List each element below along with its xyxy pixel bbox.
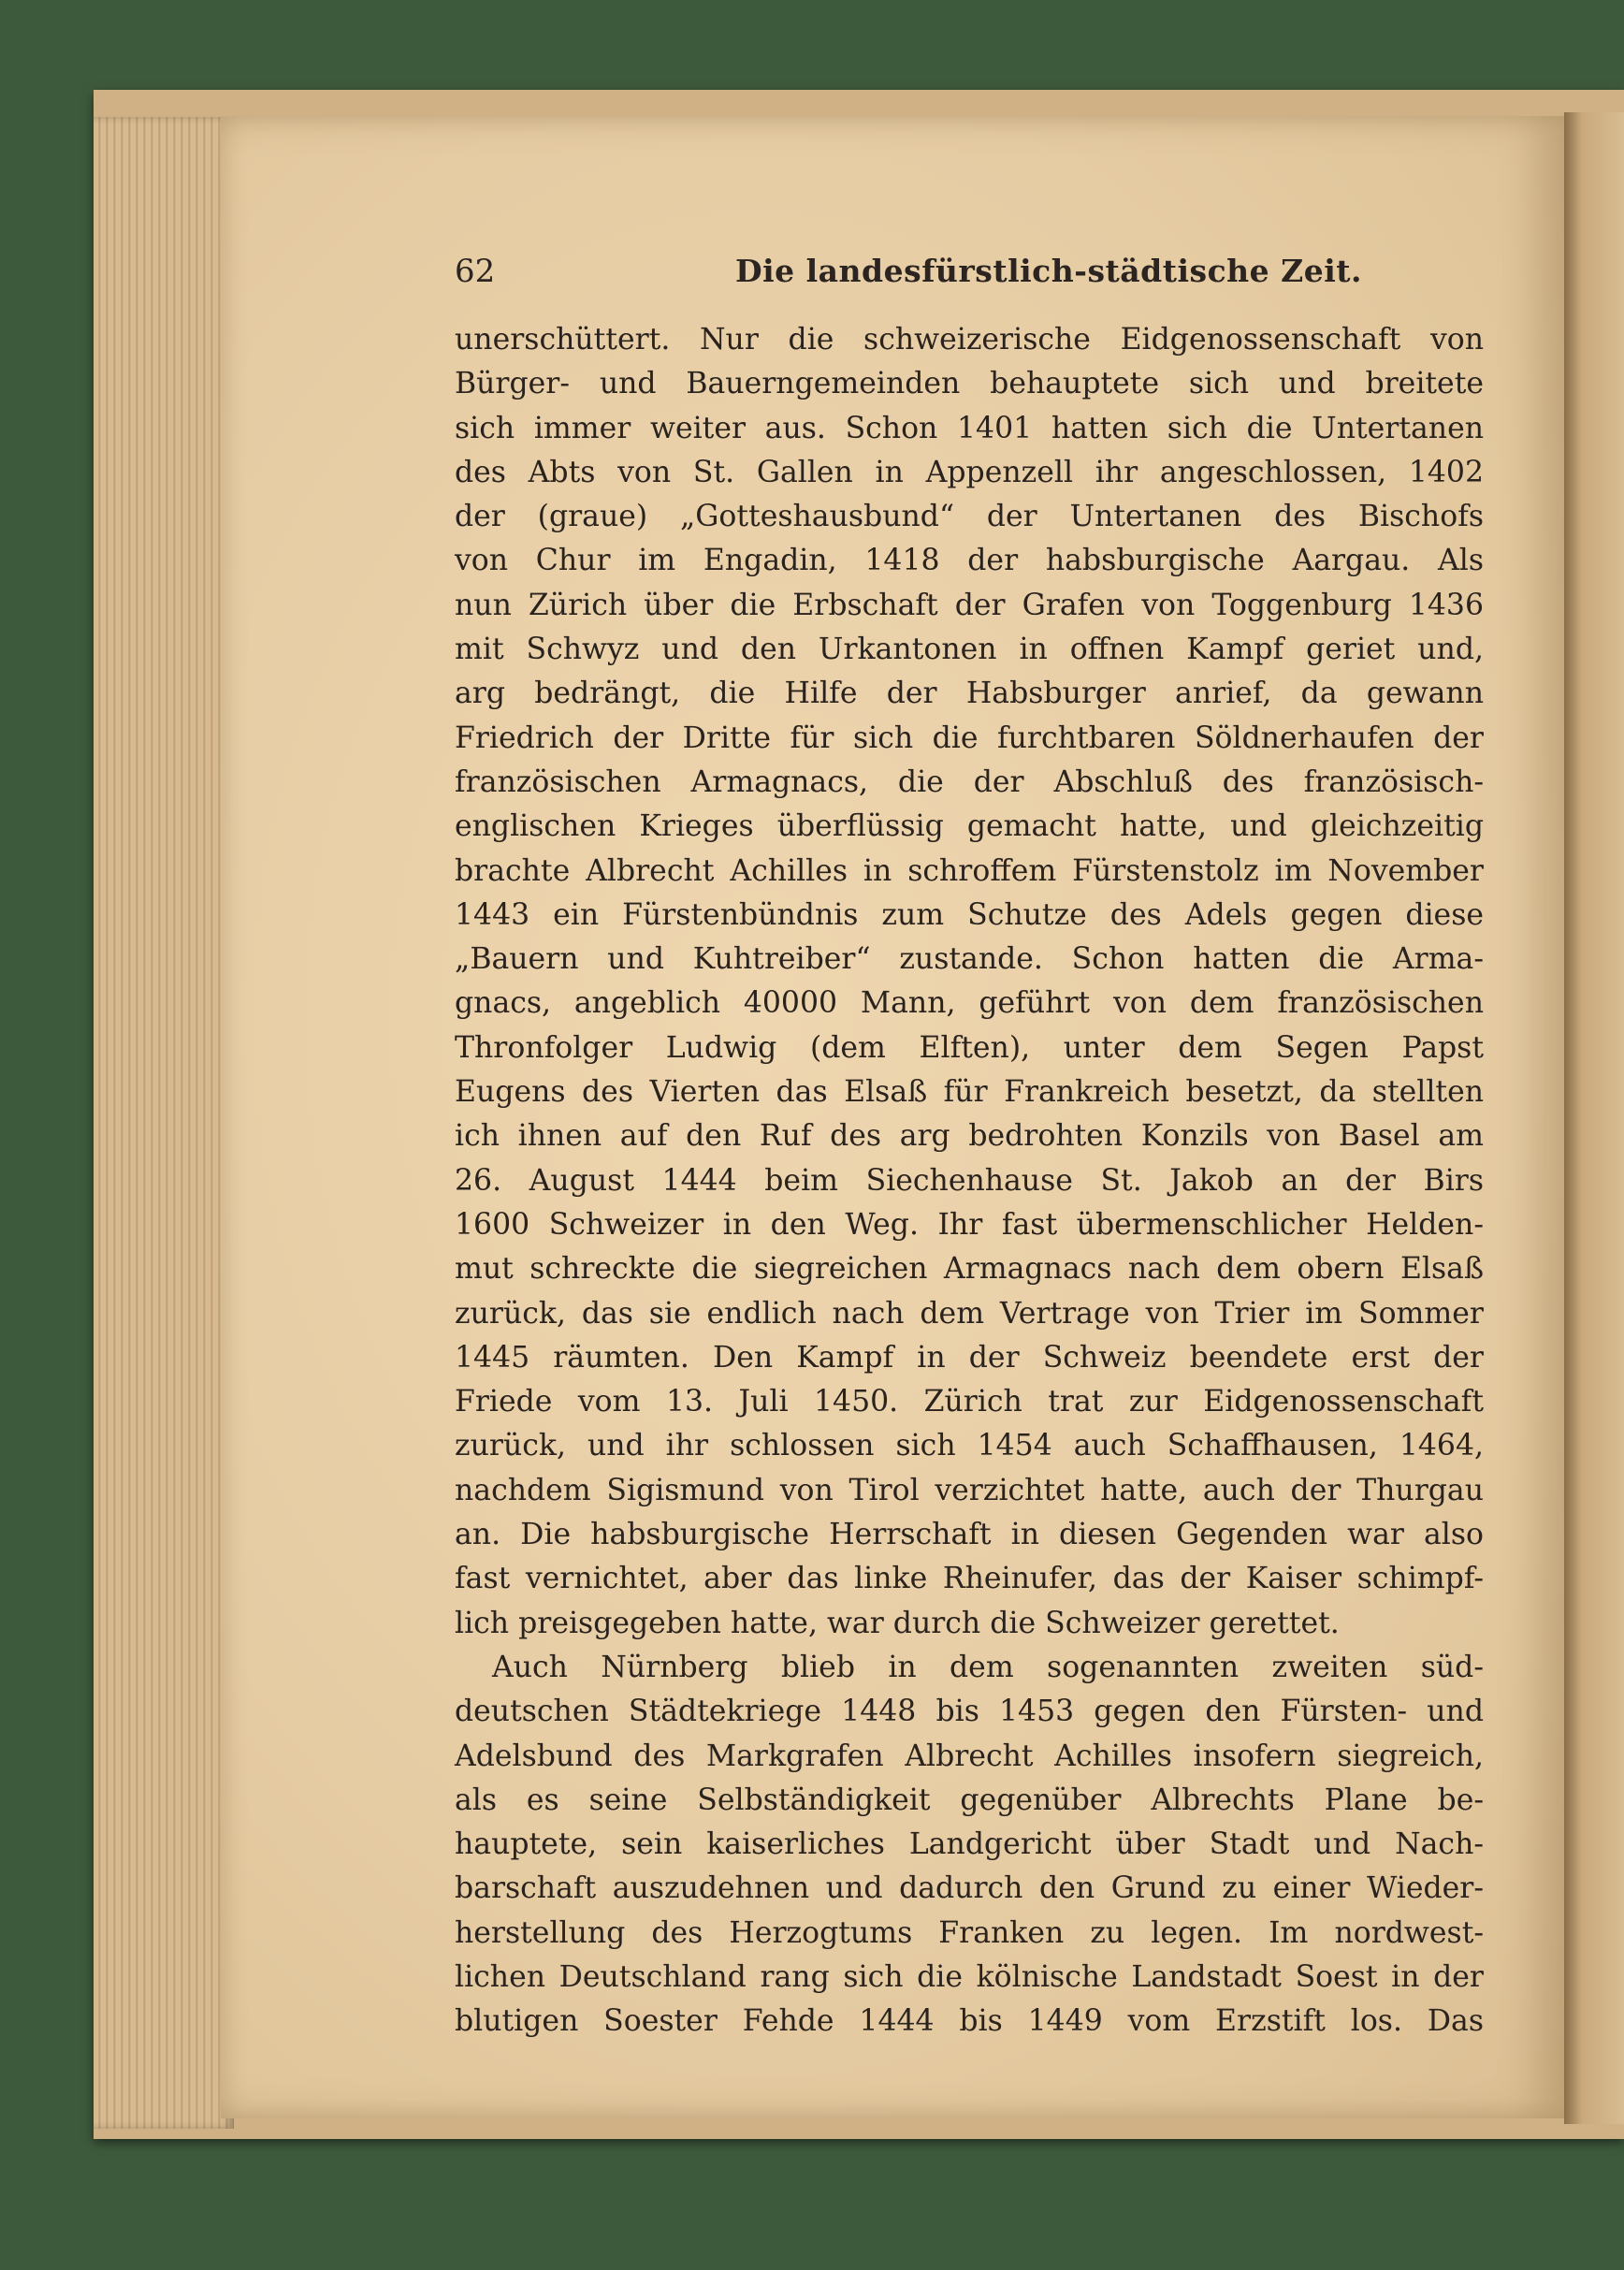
text-line: arg bedrängt, die Hilfe der Habsburger anrief, da gewann	[455, 677, 1484, 711]
text-line: lichen Deutschland rang sich die kölnische Landstadt Soest in der	[455, 1959, 1484, 1994]
text-line: nachdem Sigismund von Tirol verzichtet hatte, auch der Thurgau	[455, 1473, 1484, 1507]
page-number: 62	[455, 253, 496, 290]
text-line: als es seine Selbständigkeit gegenüber Albrechts Plane be-	[455, 1783, 1484, 1817]
text-line: Bürger- und Bauerngemeinden behauptete sich und breitete	[455, 367, 1484, 401]
text-line: an. Die habsburgische Herrschaft in diesen Gegenden war also	[455, 1518, 1484, 1552]
text-line: 1443 ein Fürstenbündnis zum Schutze des Adels gegen diese	[455, 897, 1484, 932]
text-line: lich preisgegeben hatte, war durch die Schweizer gerettet.	[455, 1606, 1340, 1640]
text-line: brachte Albrecht Achilles in schroffem Fürstenstolz im November	[455, 853, 1484, 888]
text-line: gnacs, angeblich 40000 Mann, geführt von dem französischen	[455, 986, 1484, 1021]
text-line: mit Schwyz und den Urkantonen in offnen Kampf geriet und,	[455, 633, 1484, 667]
text-line: ich ihnen auf den Ruf des arg bedrohten Konzils von Basel am	[455, 1119, 1484, 1154]
text-line: blutigen Soester Fehde 1444 bis 1449 vom Erzstift los. Das	[455, 2004, 1484, 2039]
text-line: deutschen Städtekriege 1448 bis 1453 gegen den Fürsten- und	[455, 1695, 1484, 1729]
running-head: Die landesfürstlich-städtische Zeit.	[735, 253, 1363, 289]
text-line: unerschüttert. Nur die schweizerische Eidgenossenschaft von	[455, 323, 1484, 357]
facing-page-edge	[1564, 112, 1624, 2124]
text-line: „Bauern und Kuhtreiber“ zustande. Schon hatten die Arma-	[455, 942, 1484, 977]
page-edges	[94, 117, 234, 2129]
text-line: herstellung des Herzogtums Franken zu legen. Im nordwest-	[455, 1915, 1484, 1950]
text-line: sich immer weiter aus. Schon 1401 hatten sich die Untertanen	[455, 411, 1484, 445]
text-line: zurück, und ihr schlossen sich 1454 auch Schaffhausen, 1464,	[455, 1429, 1484, 1463]
text-line: mut schreckte die siegreichen Armagnacs nach dem obern Elsaß	[455, 1252, 1484, 1287]
body-text	[455, 318, 1484, 2044]
text-line: Eugens des Vierten das Elsaß für Frankreich besetzt, da stellten	[455, 1075, 1484, 1110]
text-line: französischen Armagnacs, die der Abschluß des französisch-	[455, 764, 1484, 799]
text-line: Friedrich der Dritte für sich die furchtbaren Söldnerhaufen der	[455, 720, 1484, 755]
text-line: Friede vom 13. Juli 1450. Zürich trat zur Eidgenossenschaft	[455, 1385, 1484, 1419]
text-line: 1445 räumten. Den Kampf in der Schweiz beendete erst der	[455, 1340, 1484, 1375]
text-line: des Abts von St. Gallen in Appenzell ihr angeschlossen, 1402	[455, 455, 1484, 489]
text-line: 26. August 1444 beim Siechenhause St. Jakob an der Birs	[455, 1163, 1484, 1198]
text-line: Auch Nürnberg blieb in dem sogenannten zweiten süd-	[492, 1650, 1484, 1684]
text-line: von Chur im Engadin, 1418 der habsburgische Aargau. Als	[455, 544, 1484, 578]
page-header	[455, 249, 1512, 299]
text-line: nun Zürich über die Erbschaft der Grafen von Toggenburg 1436	[455, 588, 1484, 622]
text-line: 1600 Schweizer in den Weg. Ihr fast übermenschlicher Helden-	[455, 1207, 1484, 1242]
text-line: zurück, das sie endlich nach dem Vertrage von Trier im Sommer	[455, 1296, 1484, 1331]
text-line: Thronfolger Ludwig (dem Elften), unter dem Segen Papst	[455, 1030, 1484, 1065]
text-line: der (graue) „Gotteshausbund“ der Untertanen des Bischofs	[455, 500, 1484, 534]
text-line: Adelsbund des Markgrafen Albrecht Achilles insofern siegreich,	[455, 1739, 1484, 1773]
text-line: fast vernichtet, aber das linke Rheinufer, das der Kaiser schimpf-	[455, 1562, 1484, 1596]
text-line: hauptete, sein kaiserliches Landgericht über Stadt und Nach-	[455, 1827, 1484, 1862]
text-line: barschaft auszudehnen und dadurch den Grund zu einer Wieder-	[455, 1871, 1484, 1906]
text-line: englischen Krieges überflüssig gemacht hatte, und gleichzeitig	[455, 809, 1484, 844]
